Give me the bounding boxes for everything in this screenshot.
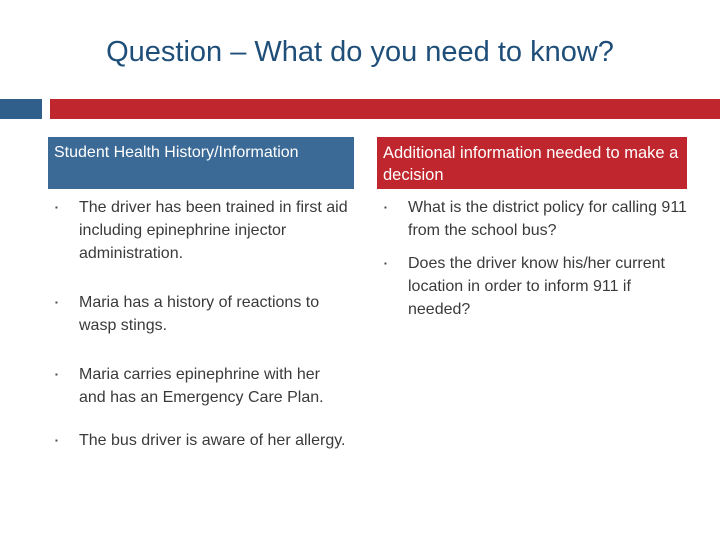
list-item <box>377 196 689 242</box>
list-item-text: Maria has a history of reactions to wasp stings. <box>79 294 320 334</box>
additional-info-list <box>377 196 689 321</box>
list-item-text: What is the district policy for calling 911 from the school bus? <box>408 199 687 239</box>
bullet-square-icon: ▪ <box>55 370 58 379</box>
bullet-square-icon: ▪ <box>55 436 58 445</box>
list-item <box>48 363 348 409</box>
page-title: Question – What do you need to know? <box>106 36 614 68</box>
bullet-square-icon: ▪ <box>55 203 58 212</box>
list-item-text: The driver has been trained in first aid including epinephrine injector administration. <box>79 199 348 262</box>
left-column-header: Student Health History/Information <box>48 137 354 189</box>
list-item-text: The bus driver is aware of her allergy. <box>79 432 346 449</box>
student-info-list <box>48 196 348 452</box>
bullet-square-icon: ▪ <box>384 259 387 268</box>
title-accent-bar-blue <box>0 99 42 119</box>
list-item <box>48 291 348 337</box>
list-item <box>48 196 348 265</box>
right-column-header: Additional information needed to make a decision <box>377 137 687 189</box>
list-item-text: Maria carries epinephrine with her and has an Emergency Care Plan. <box>79 366 324 406</box>
list-item-text: Does the driver know his/her current location in order to inform 911 if needed? <box>408 255 665 318</box>
bullet-square-icon: ▪ <box>384 203 387 212</box>
title-accent-bar-red <box>50 99 720 119</box>
list-item <box>377 252 689 321</box>
bullet-square-icon: ▪ <box>55 298 58 307</box>
list-item <box>48 429 348 452</box>
